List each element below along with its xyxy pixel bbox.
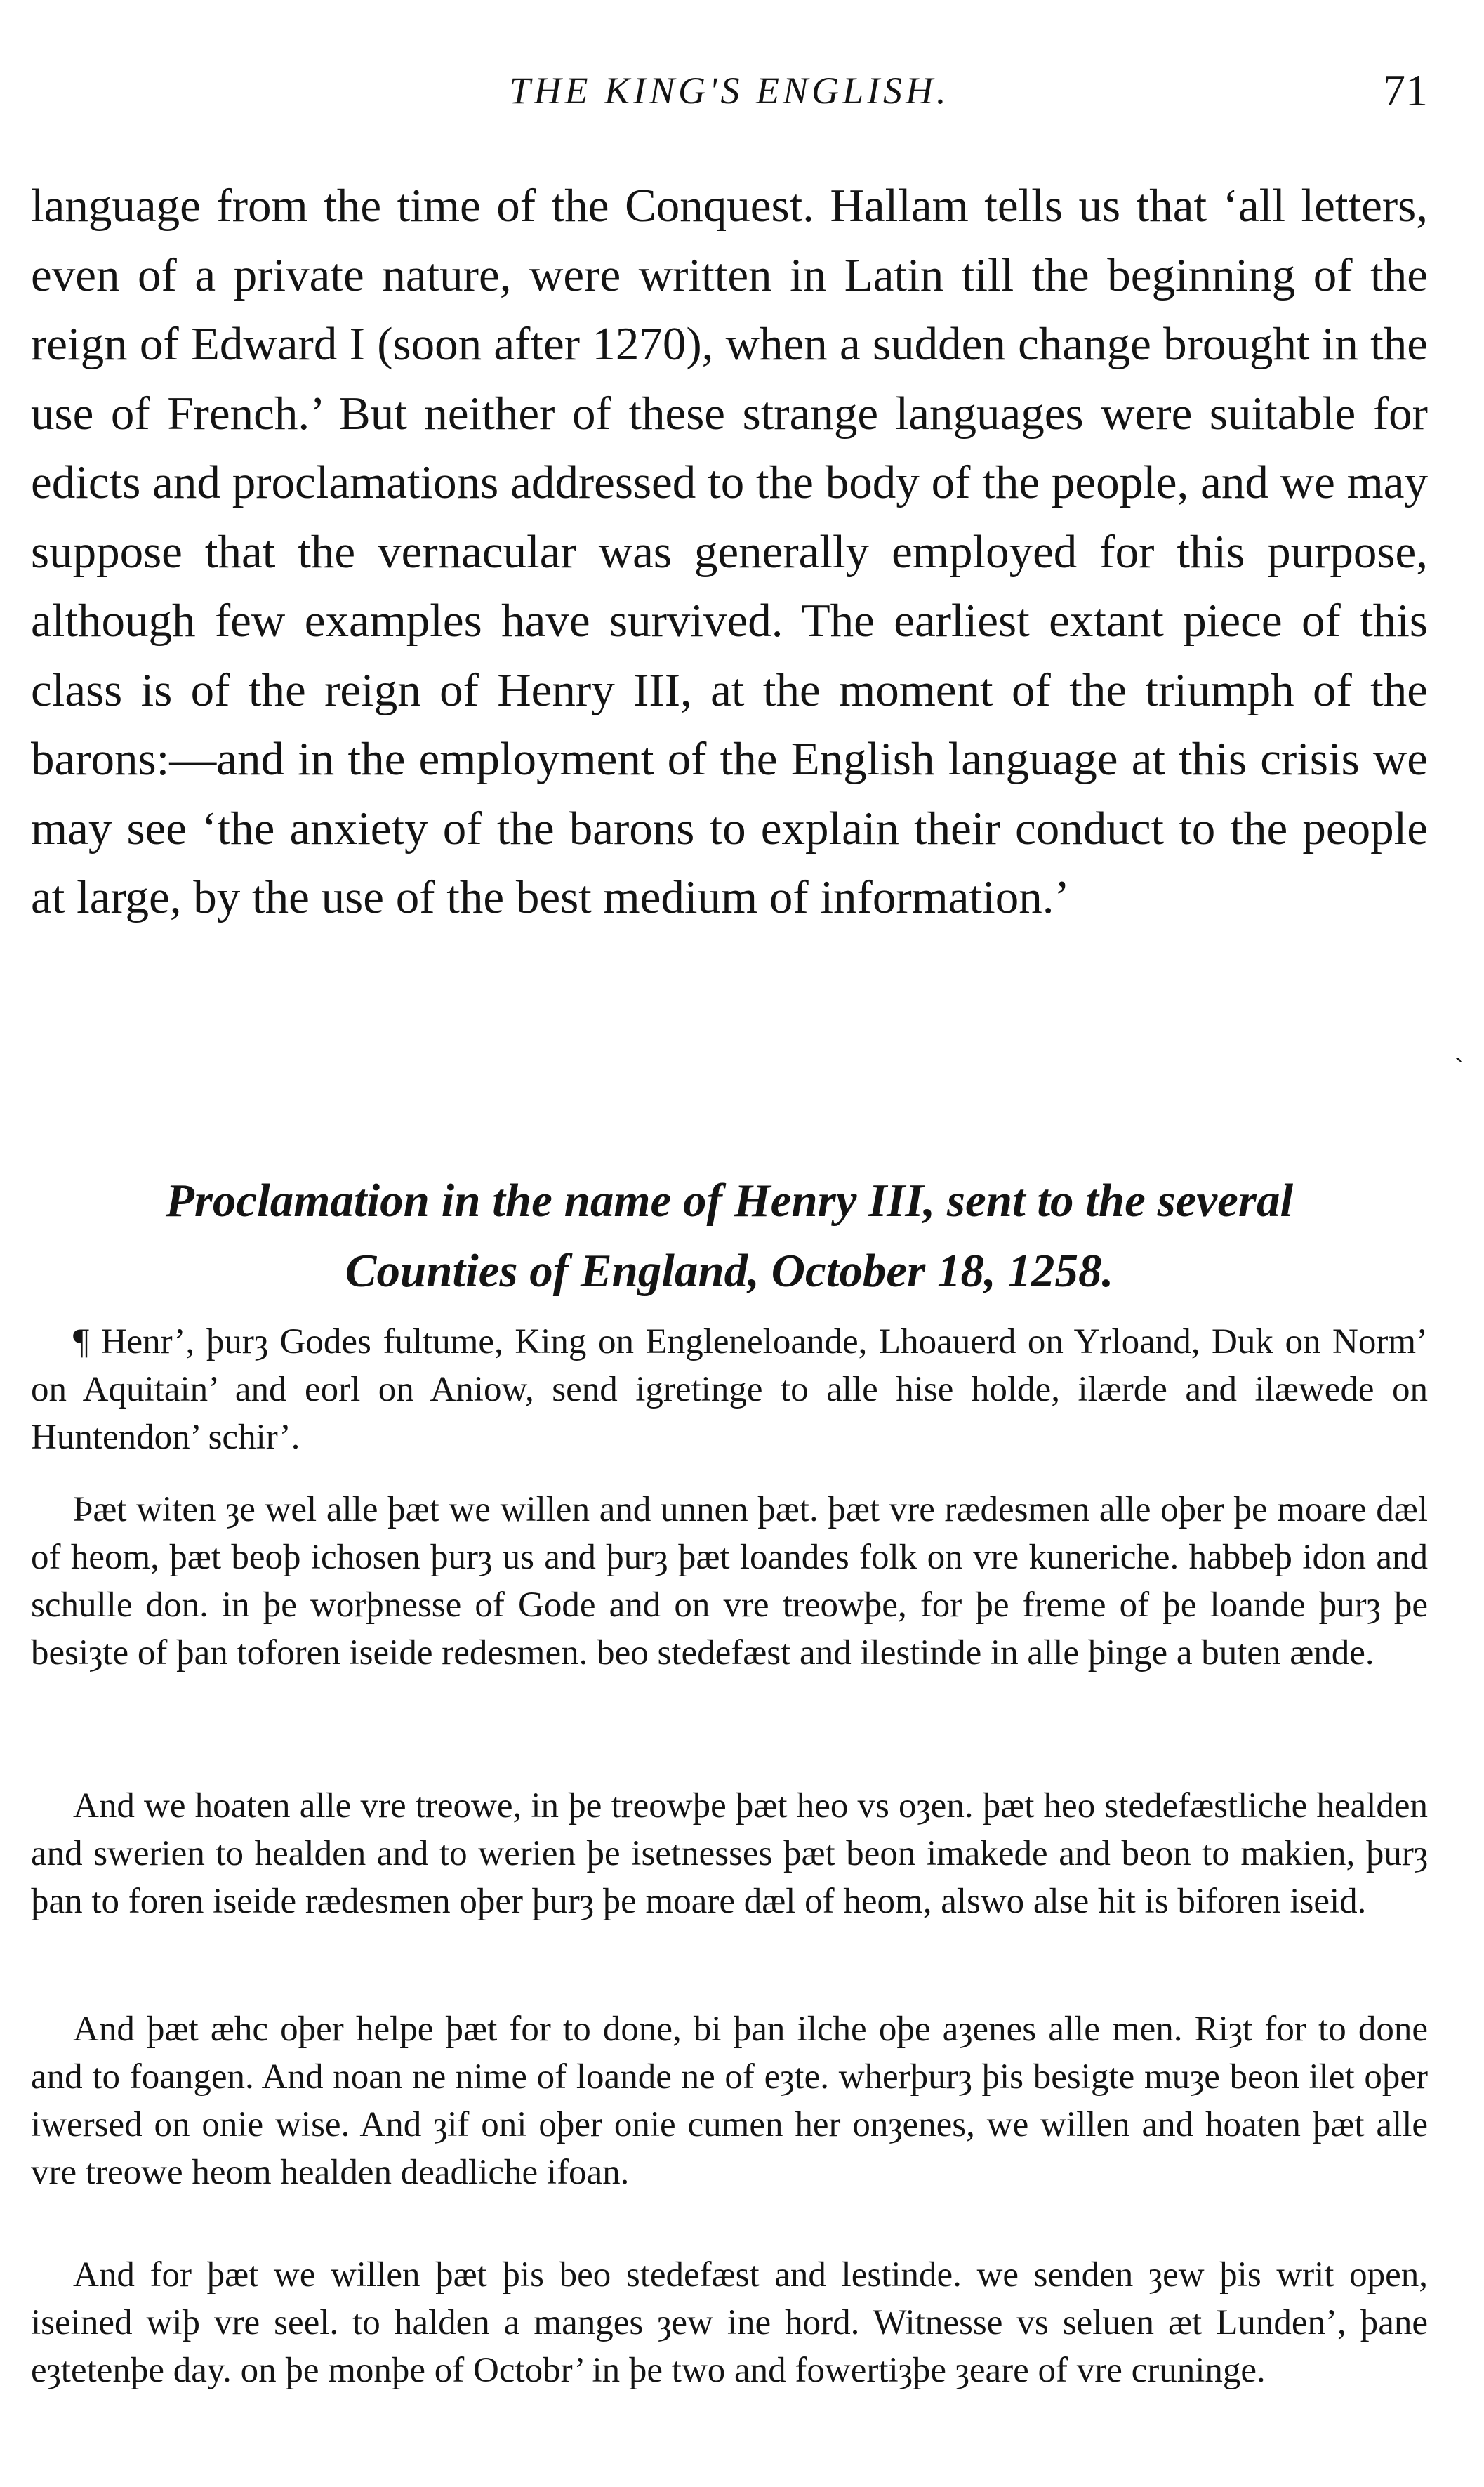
proclamation-heading-line-1: Proclamation in the name of Henry III, sent to the several — [165, 1175, 1294, 1227]
proclamation-paragraph-3: And we hoaten alle vre treowe, in þe treowþe þæt heo vs oȝen. þæt heo stedefæstliche healden and swerien to healden and to werien þe isetnesses þæt beon imakede and beon to makien, þurȝ þan to foren iseide rædesmen oþer þurȝ þe moare dæl of heom, alswo alse hit is biforen iseid. — [31, 1786, 1428, 1921]
proclamation-heading — [31, 1166, 1428, 1306]
proclamation-paragraph-4: And þæt æhc oþer helpe þæt for to done, bi þan ilche oþe aȝenes alle men. Riȝt for to done and to foangen. And noan ne nime of loande ne of eȝte. wherþurȝ þis besigte muȝe beon ilet oþer iwersed on onie wise. And ȝif oni oþer onie cumen her onȝenes, we willen and hoaten þæt alle vre treowe heom healden deadliche ifoan. — [31, 2010, 1428, 2192]
running-head — [31, 65, 1428, 121]
proclamation-heading-line-2: Counties of England, October 18, 1258. — [345, 1245, 1114, 1297]
proclamation-paragraph-5: And for þæt we willen þæt þis beo stedefæst and lestinde. we senden ȝew þis writ open, iseined wiþ vre seel. to halden a manges ȝew ine hord. Witnesse vs seluen æt Lunden’, þane eȝtetenþe day. on þe monþe of Octobr’ in þe two and fowertiȝþe ȝeare of vre cruninge. — [31, 2255, 1428, 2390]
page-number: 71 — [1383, 65, 1428, 115]
margin-mark: ˋ — [1455, 1053, 1464, 1084]
body-paragraph: language from the time of the Conquest. Hallam tells us that ‘all letters, even of a private nature, were written in Latin till the beginning of the reign of Edward I (soon after 1270), when a sudden change brought in the use of French.’ But neither of these strange languages were suitable for edicts and proclamations addressed to the body of the people, and we may suppose that the vernacular was generally employed for this purpose, although few examples have survived. The earliest extant piece of this class is of the reign of Henry III, at the moment of the triumph of the barons:—and in the employment of the English language at this crisis we may see ‘the anxiety of the barons to explain their conduct to the people at large, by the use of the best medium of information.’ — [31, 180, 1428, 923]
proclamation-paragraph-1: ¶ Henr’, þurȝ Godes fultume, King on Engleneloande, Lhoauerd on Yrloand, Duk on Norm’ on Aquitain’ and eorl on Aniow, send igretinge to alle hise holde, ilærde and ilæwede on Huntendon’ schir’. — [31, 1322, 1428, 1457]
proclamation-paragraph-2: Þæt witen ȝe wel alle þæt we willen and unnen þæt. þæt vre rædesmen alle oþer þe moare dæl of heom, þæt beoþ ichosen þurȝ us and þurȝ þæt loandes folk on vre kuneriche. habbeþ idon and schulle don. in þe worþnesse of Gode and on vre treowþe, for þe freme of þe loande þurȝ þe besiȝte of þan toforen iseide redesmen. beo stedefæst and ilestinde in alle þinge a buten ænde. — [31, 1490, 1428, 1673]
running-title: THE KING'S ENGLISH. — [509, 70, 950, 112]
